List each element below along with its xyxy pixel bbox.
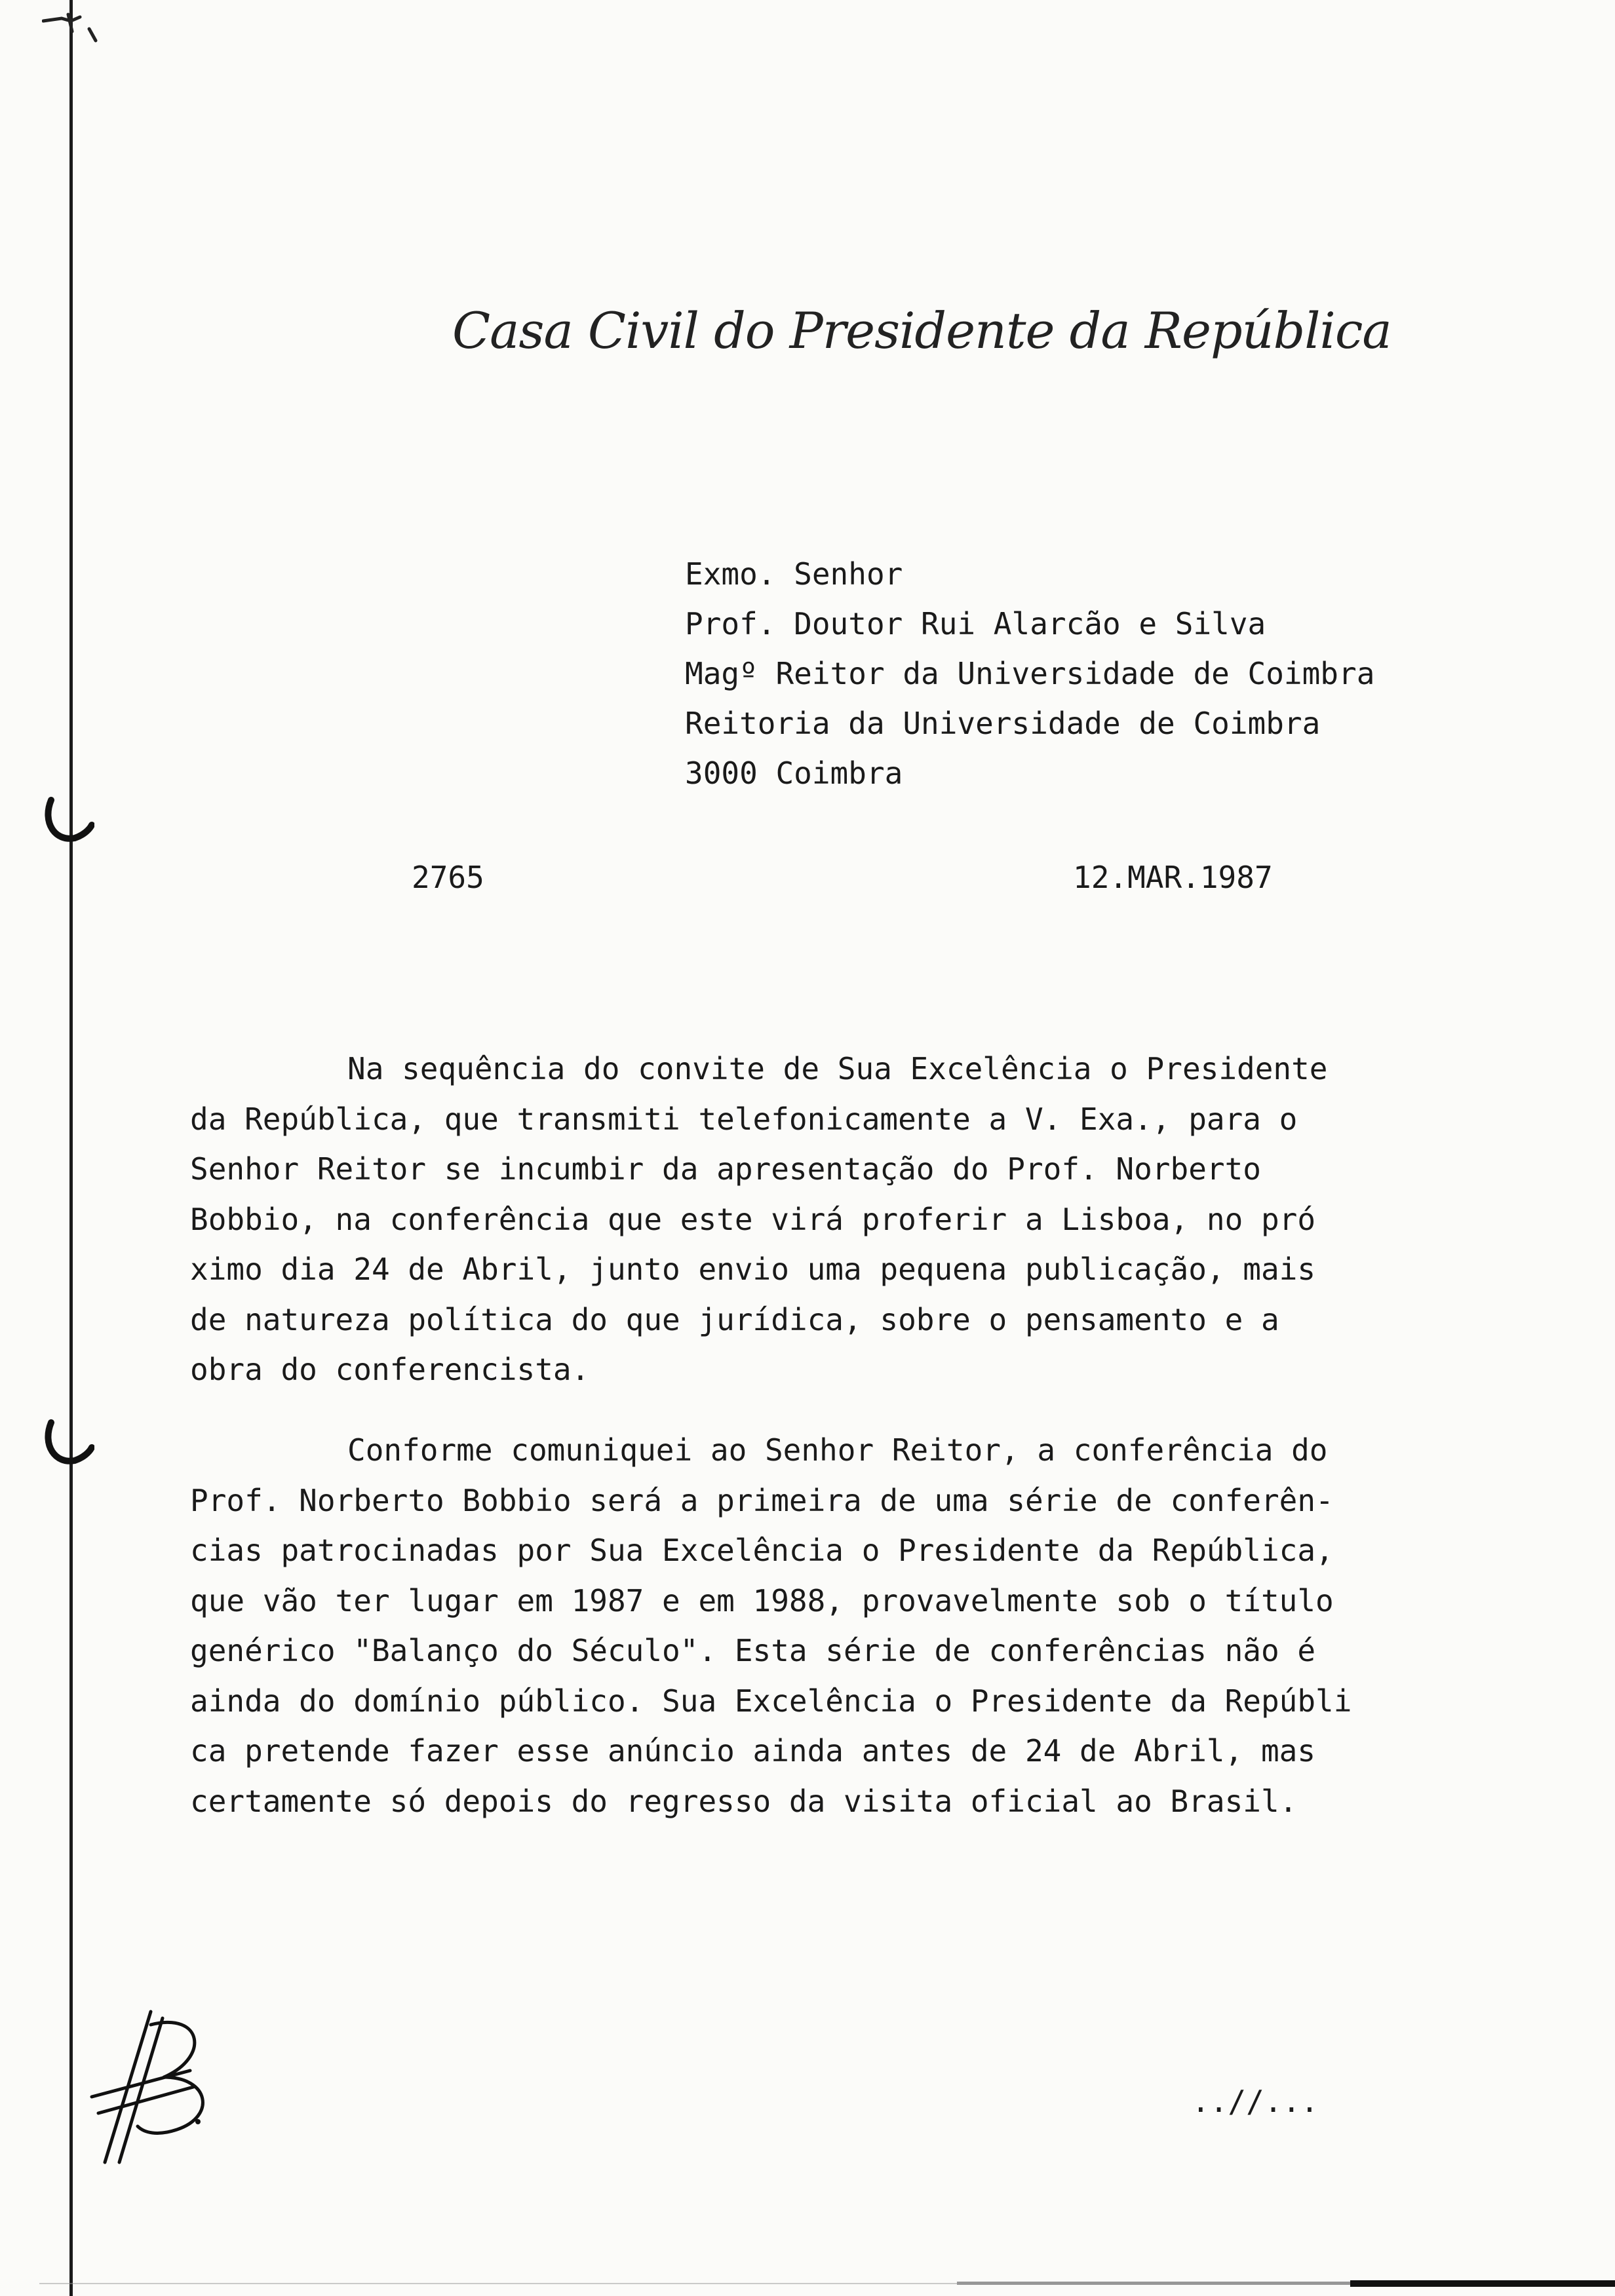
body-line: certamente só depois do regresso da visita oficial ao Brasil. <box>190 1783 1298 1819</box>
letter-date: 12.MAR.1987 <box>1073 860 1273 895</box>
body-line: que vão ter lugar em 1987 e em 1988, provavelmente sob o título <box>190 1582 1334 1618</box>
body-line: ximo dia 24 de Abril, junto envio uma pequena publicação, mais <box>190 1252 1316 1287</box>
body-line: genérico "Balanço do Século". Esta série de conferências não é <box>190 1633 1316 1668</box>
body-line: Prof. Norberto Bobbio será a primeira de uma série de conferên- <box>190 1482 1334 1518</box>
body-line: ainda do domínio público. Sua Excelência o Presidente da Repúbli <box>190 1683 1352 1719</box>
continuation-mark: ..//... <box>1192 2084 1319 2119</box>
recipient-salutation: Exmo. Senhor <box>685 556 903 592</box>
punch-hole-mark-icon <box>42 1419 94 1471</box>
reference-number: 2765 <box>412 860 484 895</box>
body-line: Bobbio, na conferência que este virá proferir a Lisboa, no pró <box>190 1201 1316 1237</box>
binder-margin-line <box>69 0 73 2296</box>
signature-icon <box>79 1999 223 2175</box>
body-line: ca pretende fazer esse anúncio ainda antes de 24 de Abril, mas <box>190 1733 1316 1769</box>
body-paragraph-2 <box>190 1425 1416 1826</box>
recipient-city: 3000 Coimbra <box>685 756 903 791</box>
staple-mark-icon <box>42 12 114 51</box>
body-line: de natureza política do que jurídica, sobre o pensamento e a <box>190 1301 1279 1337</box>
recipient-title: Magº Reitor da Universidade de Coimbra <box>685 656 1375 691</box>
letterhead: Casa Civil do Presidente da República <box>452 301 1391 360</box>
recipient-name: Prof. Doutor Rui Alarcão e Silva <box>685 606 1266 641</box>
body-line: Senhor Reitor se incumbir da apresentação do Prof. Norberto <box>190 1151 1261 1187</box>
body-line: Conforme comuniquei ao Senhor Reitor, a conferência do <box>347 1432 1328 1468</box>
recipient-institution: Reitoria da Universidade de Coimbra <box>685 706 1321 741</box>
recipient-address <box>685 549 1374 798</box>
body-line: Na sequência do convite de Sua Excelência o Presidente <box>347 1051 1328 1086</box>
body-line: obra do conferencista. <box>190 1352 590 1387</box>
scan-edge-smudge <box>39 2279 1615 2288</box>
body-paragraph-1 <box>190 1044 1416 1395</box>
body-line: da República, que transmiti telefonicamente a V. Exa., para o <box>190 1101 1298 1137</box>
punch-hole-mark-icon <box>42 796 94 849</box>
body-line: cias patrocinadas por Sua Excelência o Presidente da República, <box>190 1533 1334 1568</box>
